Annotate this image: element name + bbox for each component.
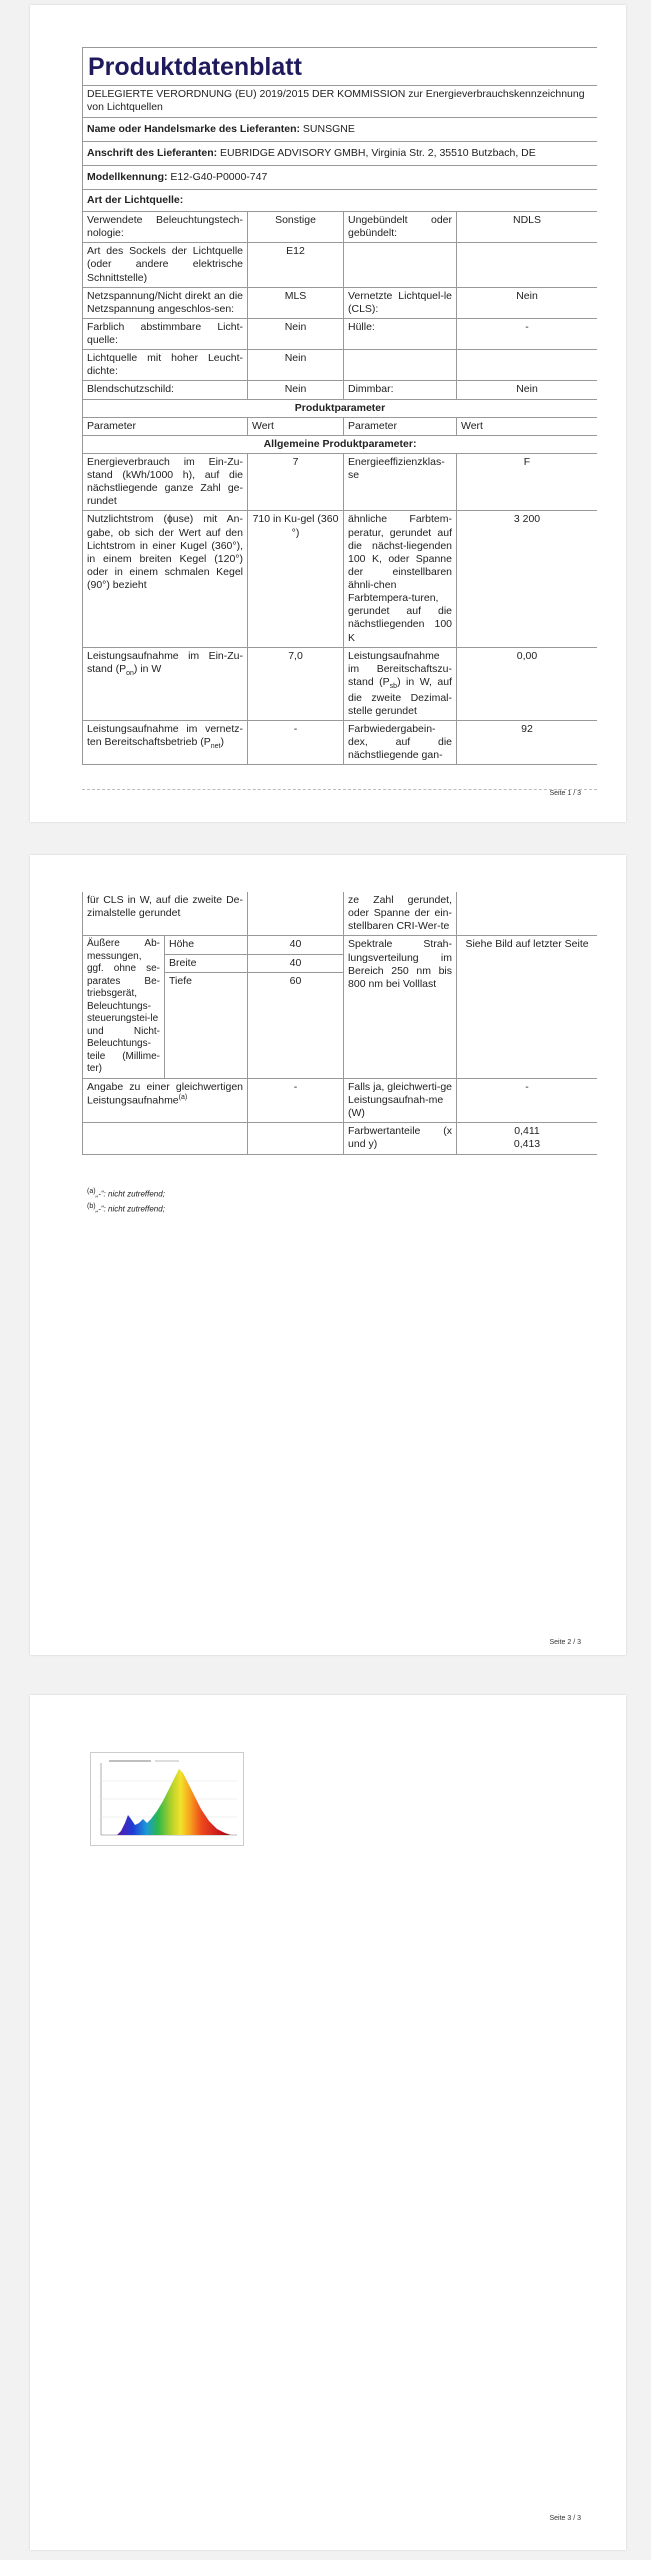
width-label: Breite	[165, 954, 247, 972]
on-mode-power-text: Leistungsaufnahme im Ein-Zu-stand (P	[87, 649, 243, 675]
connected-value: Nein	[457, 287, 598, 318]
height-label: Höhe	[165, 936, 247, 954]
footnote-b-text: „-“: nicht zutreffend;	[95, 1204, 165, 1214]
depth-value: 60	[289, 974, 302, 987]
footnote-a-text: „-“: nicht zutreffend;	[95, 1189, 165, 1199]
color-temperature-value: 3 200	[457, 511, 598, 647]
address-row	[83, 141, 598, 165]
width-value: 40	[248, 954, 343, 972]
page-3	[30, 1695, 626, 2550]
glare-shield-value: Nein	[248, 381, 344, 399]
standby-power-subscript: sb	[389, 682, 398, 690]
empty-cell	[83, 1123, 248, 1154]
networked-standby-label	[83, 720, 248, 764]
spectral-distribution-label: Spektrale Strah-lungsverteilung im Bereich 250 nm bis 800 nm bei Volllast	[344, 936, 457, 1079]
networked-standby-text: Leistungsaufnahme im vernetz-ten Bereitschaftsbetrieb (P	[87, 722, 243, 749]
standby-power-text: Leistungsaufnahme im Bereitschaftszu-stand (P	[348, 649, 452, 688]
page-number: Seite 3 / 3	[549, 2515, 581, 2522]
footnote-a	[87, 1188, 165, 1199]
spectral-distribution-graphic	[91, 1753, 243, 1845]
on-mode-power-subscript: on	[126, 669, 134, 677]
footnote-a-mark: (a)	[87, 1188, 96, 1195]
mains-value: MLS	[248, 287, 344, 318]
equivalent-power-claim-value: -	[248, 1078, 344, 1122]
on-mode-power-label	[83, 647, 248, 720]
page-1	[30, 5, 626, 822]
dimensions-labels	[165, 936, 247, 989]
equivalent-power-claim-label	[83, 1078, 248, 1122]
general-parameters-heading: Allgemeine Produktparameter:	[83, 435, 598, 453]
empty-cell	[457, 892, 597, 936]
spectral-distribution-value: Siehe Bild auf letzter Seite	[457, 936, 597, 1079]
product-parameters-heading: Produktparameter	[83, 399, 598, 417]
column-header-value: Wert	[248, 417, 344, 435]
envelope-label: Hülle:	[344, 318, 457, 349]
empty-cell	[248, 1123, 344, 1154]
table-row	[83, 1078, 598, 1122]
light-source-type-heading: Art der Lichtquelle:	[83, 189, 598, 211]
continued-right-text: ze Zahl gerundet, oder Spanne der ein-stellbaren CRI-Wer-te	[344, 892, 457, 936]
table-row	[83, 417, 598, 435]
energy-consumption-value: 7	[248, 453, 344, 511]
equivalent-power-claim-text: Angabe zu einer gleichwertigen Leistungsaufnahme	[87, 1080, 244, 1107]
empty-cell	[344, 350, 457, 381]
chromaticity-y: 0,413	[513, 1138, 541, 1151]
standby-power-value: 0,00	[457, 647, 598, 720]
supplier-value: SUNSGNE	[302, 122, 355, 135]
standby-power-suffix: ) in W, auf die zweite Dezimal-stelle gerundet	[348, 675, 453, 717]
chromaticity-label: Farbwertanteile (x und y)	[344, 1123, 457, 1154]
connected-label: Vernetzte Lichtquel-le (CLS):	[344, 287, 457, 318]
page-number: Seite 2 / 3	[549, 1639, 581, 1646]
column-header-parameter: Parameter	[83, 417, 248, 435]
empty-cell	[457, 350, 598, 381]
model-value: E12-G40-P0000-747	[170, 170, 268, 183]
footnote-b-mark: (b)	[87, 1203, 96, 1210]
tunable-value: Nein	[248, 318, 344, 349]
dimensions-values	[248, 936, 343, 989]
dimensions-label: Äußere Ab-messungen, ggf. ohne se-parates Be-triebsgerät, Beleuchtungs-steuerungstei-le und Nicht-Beleuchtungs-teile (Millime-ter)	[83, 936, 165, 1079]
table-row	[83, 318, 598, 349]
table-row	[83, 287, 598, 318]
footnote-b	[87, 1203, 165, 1214]
technology-label: Verwendete Beleuchtungstech-nologie:	[83, 212, 248, 243]
energy-class-value: F	[457, 453, 598, 511]
regulation-text: DELEGIERTE VERORDNUNG (EU) 2019/2015 DER KOMMISSION zur Energieverbrauchskennzeichnung von Lichtquellen	[83, 86, 598, 117]
empty-cell	[457, 243, 598, 287]
column-header-parameter-2: Parameter	[344, 417, 457, 435]
page-number: Seite 1 / 3	[549, 790, 581, 797]
chromaticity-x: 0,411	[514, 1125, 540, 1138]
address-label: Anschrift des Lieferanten:	[87, 146, 218, 159]
networked-standby-subscript: net	[210, 743, 221, 751]
column-header-value-2: Wert	[457, 417, 598, 435]
empty-cell	[344, 243, 457, 287]
datasheet-table-continued	[82, 892, 597, 1155]
directional-value: NDLS	[457, 212, 598, 243]
glare-shield-label: Blendschutzschild:	[83, 381, 248, 399]
tunable-label: Farblich abstimmbare Licht-quelle:	[83, 318, 248, 349]
table-row	[83, 212, 598, 243]
socket-value: E12	[248, 243, 344, 287]
equivalent-power-label: Falls ja, gleichwerti-ge Leistungsaufnah-me (W)	[344, 1078, 457, 1122]
luminous-flux-value: 710 in Ku-gel (360 °)	[248, 511, 344, 647]
dimensions-labels-cell	[165, 936, 248, 1079]
table-row	[83, 720, 598, 764]
supplier-label: Name oder Handelsmarke des Lieferanten:	[87, 122, 300, 135]
footnote-marker: (a)	[178, 1094, 188, 1101]
equivalent-power-value: -	[457, 1078, 597, 1122]
datasheet-table	[82, 47, 597, 765]
table-row	[83, 936, 598, 1079]
empty-cell	[248, 892, 344, 936]
energy-consumption-label: Energieverbrauch im Ein-Zu-stand (kWh/1000 h), auf die nächstliegende ganze Zahl ge-rundet	[83, 453, 248, 511]
table-row	[83, 381, 598, 399]
color-temperature-label: ähnliche Farbtem-peratur, gerundet auf die nächst-liegenden 100 K, oder Spanne der einstellbaren ähnli-chen Farbtempera-turen, gerundet auf die nächstliegenden 100 K	[344, 511, 457, 647]
page-1-table-area	[82, 47, 597, 790]
table-row	[83, 243, 598, 287]
page-2	[30, 855, 626, 1655]
address-value: EUBRIDGE ADVISORY GMBH, Virginia Str. 2, 35510 Butzbach, DE	[220, 146, 536, 159]
depth-label: Tiefe	[169, 974, 192, 987]
standby-power-label	[344, 647, 457, 720]
table-row	[83, 1123, 598, 1154]
energy-class-label: Energieeffizienzklas-se	[344, 453, 457, 511]
table-row	[83, 647, 598, 720]
cri-value: 92	[457, 720, 598, 764]
table-row	[83, 350, 598, 381]
document-title: Produktdatenblatt	[83, 48, 598, 86]
chromaticity-values	[457, 1123, 597, 1154]
dimmable-value: Nein	[457, 381, 598, 399]
continued-left-text: für CLS in W, auf die zweite De-zimalstelle gerundet	[83, 892, 248, 936]
high-luminance-label: Lichtquelle mit hoher Leucht-dichte:	[83, 350, 248, 381]
table-row	[83, 892, 598, 936]
on-mode-power-value: 7,0	[248, 647, 344, 720]
table-row	[83, 453, 598, 511]
model-row	[83, 165, 598, 189]
envelope-value: -	[457, 318, 598, 349]
dimmable-label: Dimmbar:	[344, 381, 457, 399]
luminous-flux-label: Nutzlichtstrom (ɸuse) mit An-gabe, ob sich der Wert auf den Lichtstrom in einer Kugel (360°), in einem breiten Kegel (120°) oder in einem schmalen Kegel (90°) bezieht	[83, 511, 248, 647]
on-mode-power-suffix: ) in W	[133, 662, 162, 675]
table-row	[83, 511, 598, 647]
height-value: 40	[248, 936, 343, 954]
dimensions-values-cell	[248, 936, 344, 1079]
supplier-row	[83, 117, 598, 141]
technology-value: Sonstige	[248, 212, 344, 243]
mains-label: Netzspannung/Nicht direkt an die Netzspannung angeschlos-sen:	[83, 287, 248, 318]
spectral-distribution-figure	[90, 1752, 244, 1846]
directional-label: Ungebündelt oder gebündelt:	[344, 212, 457, 243]
networked-standby-suffix: )	[220, 736, 224, 749]
page-2-table-area	[82, 892, 597, 1155]
high-luminance-value: Nein	[248, 350, 344, 381]
socket-label: Art des Sockels der Lichtquelle (oder andere elektrische Schnittstelle)	[83, 243, 248, 287]
cri-label: Farbwiedergabein-dex, auf die nächstliegende gan-	[344, 720, 457, 764]
model-label: Modellkennung:	[87, 170, 168, 183]
networked-standby-value: -	[248, 720, 344, 764]
